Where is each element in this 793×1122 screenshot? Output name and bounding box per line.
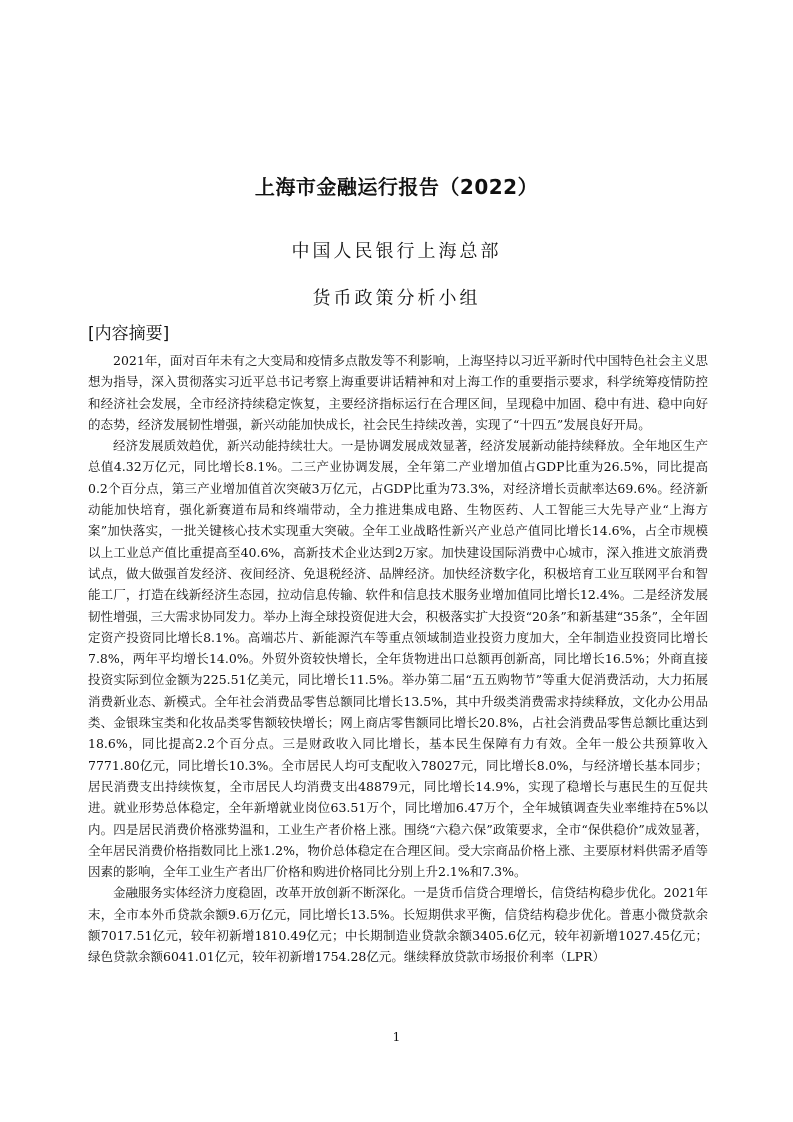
author-line: 中国人民银行上海总部 [291, 241, 502, 262]
report-title: 上海市金融运行报告（2022） [254, 175, 539, 199]
abstract-body [88, 350, 708, 968]
paragraph-3: 金融服务实体经济力度稳固，改革开放创新不断深化。一是货币信贷合理增长，信贷结构稳步优化。2021年末，全市本外币贷款余额9.6万亿元，同比增长13.5%。长短期供求平衡，信贷结构稳步优化。普惠小微贷款余额7017.51亿元，较年初新增1810.49亿元；中长期制造业贷款余额3405.6亿元，较年初新增1027.45亿元；绿色贷款余额6041.01亿元，较年初新增1754.28亿元。继续释放贷款市场报价利率（LPR） [88, 885, 708, 965]
section-heading: [内容摘要] [88, 324, 170, 344]
group-line: 货币政策分析小组 [312, 288, 481, 309]
paragraph-2: 经济发展质效趋优，新兴动能持续壮大。一是协调发展成效显著，经济发展新动能持续释放。全年地区生产总值4.32万亿元，同比增长8.1%。二三产业协调发展，全年第二产业增加值占GDP比重为26.5%，同比提高0.2个百分点，第三产业增加值首次突破3万亿元，占GDP比重为73.3%，对经济增长贡献率达69.6%。经济新动能加快培育，强化新赛道布局和终端带动，全力推进集成电路、生物医药、人工智能三大先导产业“上海方案”加快落实，一批关键核心技术实现重大突破。全年工业战略性新兴产业总产值同比增长14.6%，占全市规模以上工业总产值比重提高至40.6%，高新技术企业达到2万家。加快建设国际消费中心城市，深入推进文旅消费试点，做大做强首发经济、夜间经济、免退税经济、品牌经济。加快经济数字化，积极培育工业互联网平台和智能工厂，打造在线新经济生态园，拉动信息传输、软件和信息技术服务业增加值同比增长12.4%。二是经济发展韧性增强，三大需求协同发力。举办上海全球投资促进大会，积极落实扩大投资“20条”和新基建“35条”，全年固定资产投资同比增长8.1%。高端芯片、新能源汽车等重点领域制造业投资力度加大，全年制造业投资同比增长7.8%，两年平均增长14.0%。外贸外资较快增长，全年货物进出口总额再创新高，同比增长16.5%；外商直接投资实际到位金额为225.51亿美元，同比增长11.5%。举办第二届“五五购物节”等重大促消费活动，大力拓展消费新业态、新模式。全年社会消费品零售总额同比增长13.5%，其中升级类消费需求持续释放，文化办公用品类、金银珠宝类和化妆品类零售额较快增长；网上商店零售额同比增长20.8%，占社会消费品零售总额比重达到18.6%，同比提高2.2个百分点。三是财政收入同比增长，基本民生保障有力有效。全年一般公共预算收入7771.80亿元，同比增长10.3%。全市居民人均可支配收入78027元，同比增长8.0%，与经济增长基本同步；居民消费支出持续恢复，全市居民人均消费支出48879元，同比增长14.9%，实现了稳增长与惠民生的互促共进。就业形势总体稳定，全年新增就业岗位63.51万个，同比增加6.47万个，全年城镇调查失业率维持在5%以内。四是居民消费价格涨势温和，工业生产者价格上涨。围绕“六稳六保”政策要求，全市“保供稳价”成效显著，全年居民消费价格指数同比上涨1.2%，物价总体稳定在合理区间。受大宗商品价格上涨、主要原材料供需矛盾等因素的影响，全年工业生产者出厂价格和购进价格同比分别上升2.1%和7.3%。 [88, 438, 708, 880]
paragraph-1: 2021年，面对百年未有之大变局和疫情多点散发等不利影响，上海坚持以习近平新时代中国特色社会主义思想为指导，深入贯彻落实习近平总书记考察上海重要讲话精神和对上海工作的重要指示要求，科学统筹疫情防控和经济社会发展，全市经济持续稳定恢复，主要经济指标运行在合理区间，呈现稳中加固、稳中有进、稳中向好的态势，经济发展韧性增强，新兴动能加快成长，社会民生持续改善，实现了“十四五”发展良好开局。 [88, 353, 708, 432]
page-number: 1 [392, 1030, 401, 1044]
